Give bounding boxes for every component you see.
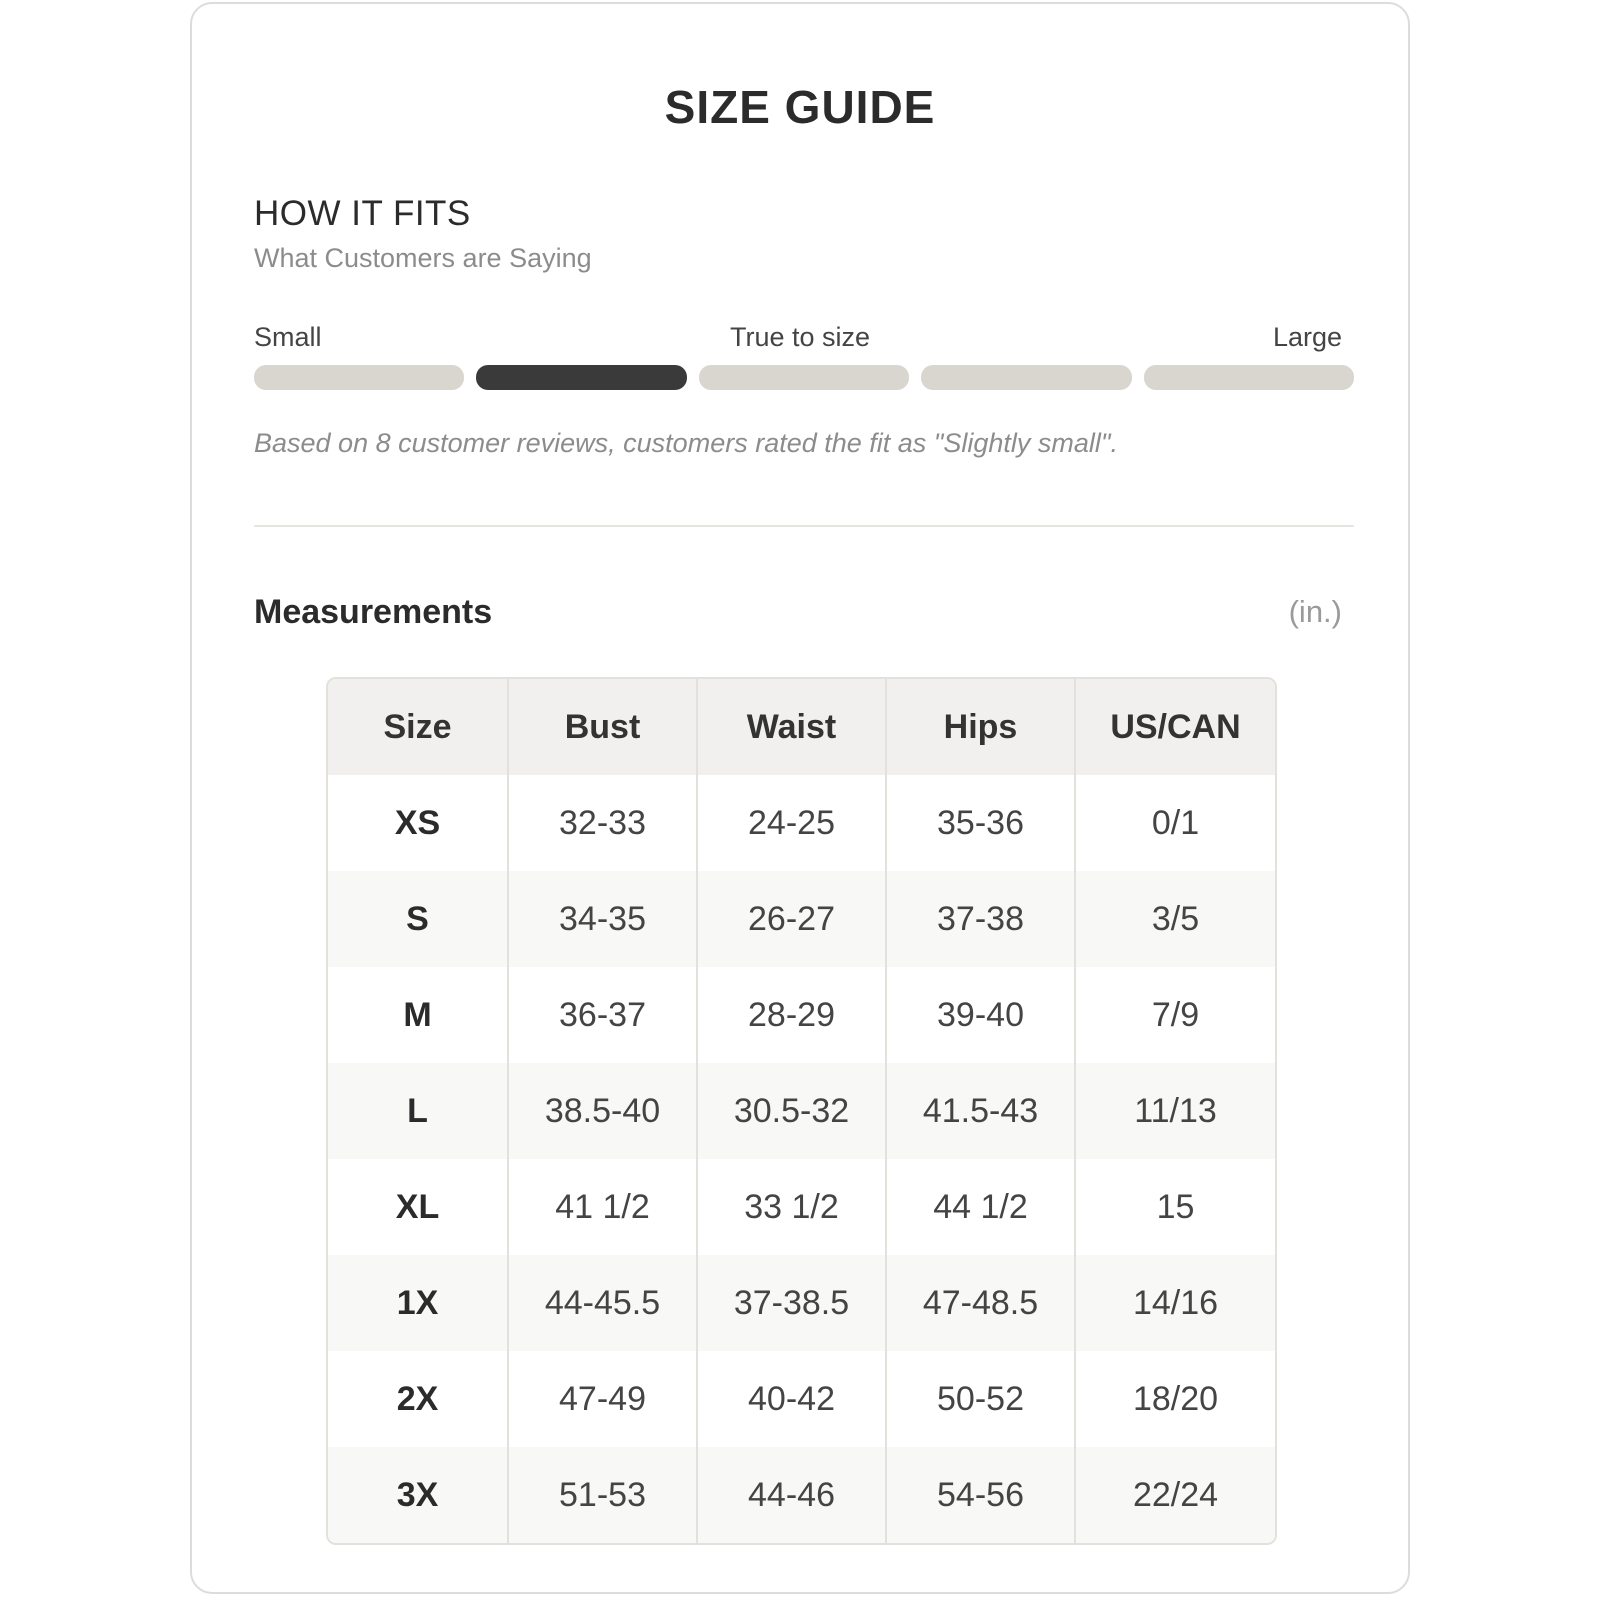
table-row — [328, 1447, 1275, 1543]
measurements-unit: (in.) — [1288, 594, 1342, 629]
column-header-size: Size — [328, 679, 508, 775]
cell-us-can: 11/13 — [1075, 1063, 1275, 1159]
cell-bust: 41 1/2 — [508, 1159, 697, 1255]
fit-scale-true-label: True to size — [729, 322, 871, 352]
fit-summary-note: Based on 8 customer reviews, customers rated the fit as "Slightly small". — [254, 428, 1119, 458]
table-row — [328, 1255, 1275, 1351]
cell-size: XS — [328, 775, 508, 871]
table-row — [328, 775, 1275, 871]
cell-bust: 44-45.5 — [508, 1255, 697, 1351]
cell-us-can: 7/9 — [1075, 967, 1275, 1063]
column-header-waist: Waist — [697, 679, 886, 775]
size-table-container — [326, 677, 1277, 1545]
cell-bust: 47-49 — [508, 1351, 697, 1447]
fit-segment-selected — [476, 365, 686, 390]
cell-hips: 44 1/2 — [886, 1159, 1075, 1255]
size-table — [328, 679, 1275, 1543]
cell-hips: 35-36 — [886, 775, 1075, 871]
cell-waist: 30.5-32 — [697, 1063, 886, 1159]
table-row — [328, 1063, 1275, 1159]
table-row — [328, 967, 1275, 1063]
table-row — [328, 1159, 1275, 1255]
cell-size: S — [328, 871, 508, 967]
cell-waist: 26-27 — [697, 871, 886, 967]
cell-waist: 28-29 — [697, 967, 886, 1063]
cell-bust: 34-35 — [508, 871, 697, 967]
column-header-bust: Bust — [508, 679, 697, 775]
fit-segment — [1144, 365, 1354, 390]
cell-us-can: 0/1 — [1075, 775, 1275, 871]
section-divider — [254, 525, 1354, 527]
cell-hips: 50-52 — [886, 1351, 1075, 1447]
cell-size: L — [328, 1063, 508, 1159]
fit-scale-large-label: Large — [1272, 322, 1342, 352]
cell-bust: 32-33 — [508, 775, 697, 871]
measurements-heading: Measurements — [254, 593, 493, 631]
cell-hips: 41.5-43 — [886, 1063, 1075, 1159]
cell-waist: 37-38.5 — [697, 1255, 886, 1351]
cell-hips: 47-48.5 — [886, 1255, 1075, 1351]
page-title: SIZE GUIDE — [664, 81, 936, 133]
cell-size: 2X — [328, 1351, 508, 1447]
how-it-fits-subheading: What Customers are Saying — [254, 243, 592, 273]
cell-us-can: 18/20 — [1075, 1351, 1275, 1447]
cell-us-can: 3/5 — [1075, 871, 1275, 967]
cell-bust: 38.5-40 — [508, 1063, 697, 1159]
cell-waist: 44-46 — [697, 1447, 886, 1543]
fit-segment — [254, 365, 464, 390]
fit-segment — [699, 365, 909, 390]
table-row — [328, 871, 1275, 967]
cell-us-can: 22/24 — [1075, 1447, 1275, 1543]
cell-waist: 40-42 — [697, 1351, 886, 1447]
column-header-hips: Hips — [886, 679, 1075, 775]
cell-bust: 51-53 — [508, 1447, 697, 1543]
cell-size: M — [328, 967, 508, 1063]
cell-size: 3X — [328, 1447, 508, 1543]
column-header-us-can: US/CAN — [1075, 679, 1275, 775]
cell-hips: 37-38 — [886, 871, 1075, 967]
cell-waist: 33 1/2 — [697, 1159, 886, 1255]
cell-size: XL — [328, 1159, 508, 1255]
cell-us-can: 14/16 — [1075, 1255, 1275, 1351]
table-header-row — [328, 679, 1275, 775]
size-guide-panel — [190, 2, 1410, 1594]
cell-us-can: 15 — [1075, 1159, 1275, 1255]
cell-bust: 36-37 — [508, 967, 697, 1063]
cell-size: 1X — [328, 1255, 508, 1351]
table-row — [328, 1351, 1275, 1447]
cell-hips: 54-56 — [886, 1447, 1075, 1543]
cell-hips: 39-40 — [886, 967, 1075, 1063]
fit-scale-small-label: Small — [254, 322, 322, 352]
fit-rating-bar — [254, 365, 1354, 390]
cell-waist: 24-25 — [697, 775, 886, 871]
fit-segment — [921, 365, 1131, 390]
how-it-fits-heading: HOW IT FITS — [254, 194, 471, 233]
